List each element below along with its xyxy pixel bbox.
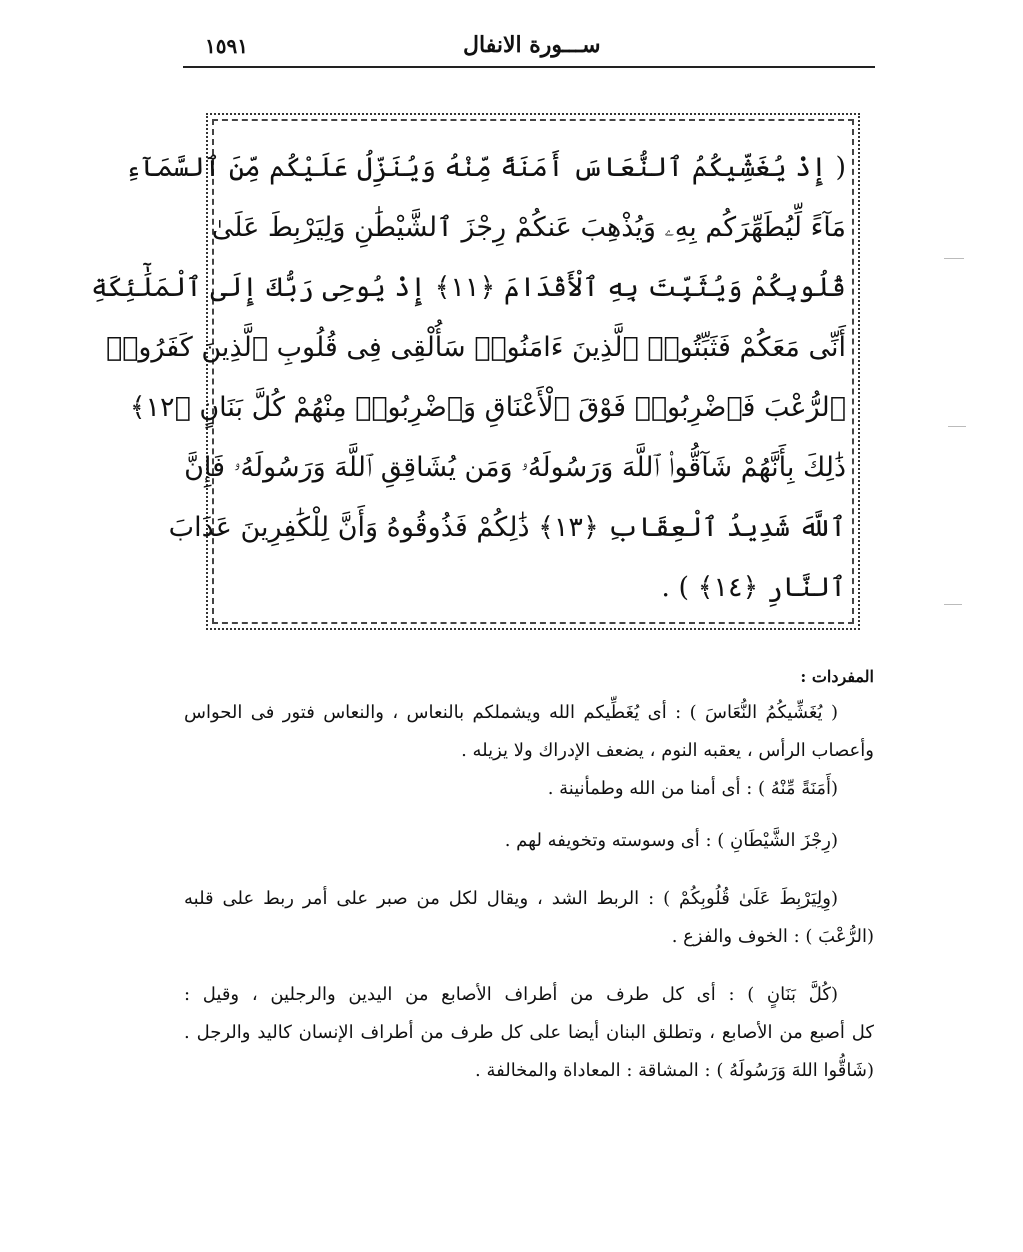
vocabulary-entry	[184, 770, 874, 808]
verse-line: ٱللَّهَ شَدِيدُ ٱلْعِقَابِ ﴿١٣﴾ ذَٰلِكُمْ فَذُوقُوهُ وَأَنَّ لِلْكَٰفِرِينَ عَذَابَ	[168, 512, 846, 543]
verse-line: ( إِذْ يُغَشِّيكُمُ ٱلنُّعَاسَ أَمَنَةً مِّنْهُ وَيُنَزِّلُ عَلَيْكُم مِّنَ ٱلسَّمَآءِ	[125, 152, 846, 183]
running-title: ســـورة الانفال	[463, 32, 601, 58]
entry-line: (أَمَنَةً مِّنْهُ ) : أى أمنا من الله وطمأنينة .	[547, 778, 838, 799]
page-header	[183, 28, 875, 68]
vocabulary-heading: المفردات :	[800, 667, 874, 686]
entry-line: (رِجْزَ الشَّيْطَانِ ) : أى وسوسته وتخويفه لهم .	[504, 830, 838, 851]
spacer	[184, 860, 874, 880]
entry-line: (كُلَّ بَنَانٍ ) : أى كل طرف من أطراف الأصابع من اليدين والرجلين ، وقيل :	[184, 984, 838, 1005]
page-number: ١٥٩١	[205, 34, 248, 58]
verse-line: مَآءً لِّيُطَهِّرَكُم بِهِۦ وَيُذْهِبَ عَنكُمْ رِجْزَ ٱلشَّيْطَٰنِ وَلِيَرْبِطَ عَلَىٰ	[211, 212, 846, 243]
entry-line: (وِلِيَرْبِطَ عَلَىٰ قُلُوبِكُمْ ) : الربط الشد ، ويقال لكل من صبر على أمر ربط على قلبه	[184, 888, 838, 909]
verse-block	[91, 138, 846, 618]
verse-line: ٱلرُّعْبَ فَٱضْرِبُوا۟ فَوْقَ ٱلْأَعْنَاقِ وَٱضْرِبُوا۟ مِنْهُمْ كُلَّ بَنَانٍ ﴿١٢﴾	[129, 392, 846, 423]
scan-mark	[944, 604, 962, 605]
scan-mark	[944, 258, 964, 259]
vocabulary-entry	[184, 694, 874, 770]
verse-line: ٱلنَّارِ ﴿١٤﴾ ) .	[661, 572, 846, 603]
verse-line: أَنِّى مَعَكُمْ فَثَبِّتُوا۟ ٱلَّذِينَ ءَامَنُوا۟ سَأُلْقِى فِى قُلُوبِ ٱلَّذِينَ كَفَرُوا۟	[105, 332, 846, 363]
entry-line: وأعصاب الرأس ، يعقبه النوم ، يضعف الإدراك ولا يزيله .	[461, 740, 874, 761]
entry-line: ( يُغَشِّيكُمُ النُّعَاسَ ) : أى يُغَطِّيكم الله ويشملكم بالنعاس ، والنعاس فتور فى الحواس	[184, 702, 838, 723]
vocabulary-entry	[184, 976, 874, 1090]
entry-line: (شَاقُّوا اللهَ وَرَسُولَهُ ) : المشاقة : المعاداة والمخالفة .	[475, 1060, 874, 1081]
vocabulary-section	[184, 660, 874, 1090]
spacer	[184, 808, 874, 822]
entry-line: (الرُّعْبَ ) : الخوف والفزع .	[671, 926, 874, 947]
vocabulary-entry	[184, 880, 874, 956]
verse-line: ذَٰلِكَ بِأَنَّهُمْ شَآقُّوا۟ ٱللَّهَ وَرَسُولَهُۥ وَمَن يُشَاقِقِ ٱللَّهَ وَرَسُولَهُۥ فَإِنَّ	[184, 452, 846, 483]
verse-line: قُلُوبِكُمْ وَيُثَبِّتَ بِهِ ٱلْأَقْدَامَ ﴿١١﴾ إِذْ يُوحِى رَبُّكَ إِلَى ٱلْمَلَٰٓئِكَةِ	[91, 272, 846, 303]
scan-mark	[948, 426, 966, 427]
entry-line: كل أصبع من الأصابع ، وتطلق البنان أيضا على كل طرف من أطراف الإنسان كاليد والرجل .	[184, 1022, 874, 1043]
vocabulary-entry	[184, 822, 874, 860]
header-rule	[183, 66, 875, 68]
spacer	[184, 956, 874, 976]
